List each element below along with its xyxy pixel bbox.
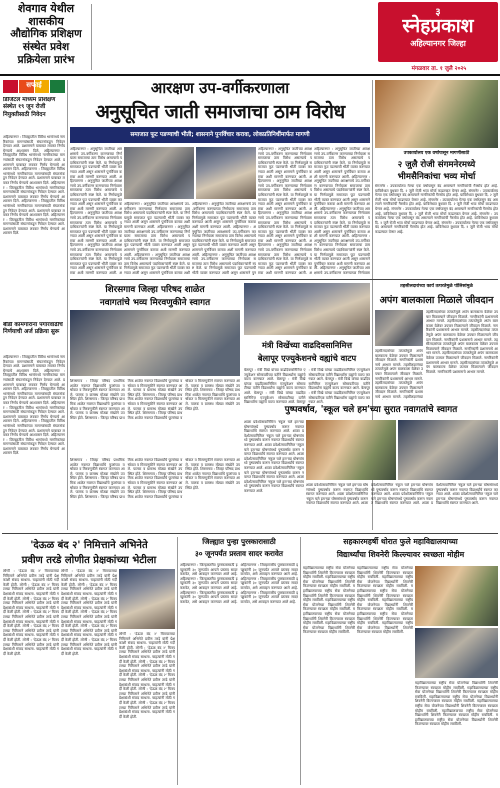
exam-headline-2: ३० जूनपर्यंत प्रस्ताव सादर करावेत: [195, 549, 283, 558]
exam-headline-1: जिल्ह्यात पुन्हा पुरस्कारासाठी: [202, 537, 276, 546]
top-left-headline-3: औद्योगिक प्रशिक्षण: [10, 28, 82, 40]
ad-logo-label: सफाई: [26, 81, 42, 89]
right-story-headline-1: २ जुलै रोजी संगमनेरमध्ये: [397, 160, 476, 169]
flower-photo-2: [398, 420, 498, 480]
flower-body: शाळा प्रवेशोत्सवानिमित्त 'स्कूल चले हम'च्या घोषणांमध्ये पुष्पवर्षाव करून नवागत विद्यार्थ्यांचे स्वागत करण्यात आले. शाळा प्रवेशोत्सवानिमित्त 'स्कूल चले हम'च्या घोषणांमध्ये पुष्पवर्षाव करून नवागत विद्यार्थ्यांचे स्वागत करण्यात आले. शाळा प्रवेशोत्सवानिमित्त 'स्कूल चले हम'च्या घोषणांमध्ये पुष्पवर्षाव करून नवागत विद्यार्थ्यांचे स्वागत करण्यात आले. शाळा प्रवेशोत्सवानिमित्त 'स्कूल चले हम'च्या घोषणांमध्ये पुष्पवर्षाव करून नवागत विद्यार्थ्यांचे स्वागत करण्यात आले. शाळा प्रवेशोत्सवानिमित्त 'स्कूल चले हम'च्या घोषणांमध्ये पुष्पवर्षाव करून नवागत विद्यार्थ्यांचे स्वागत करण्यात आले. शाळा प्रवेशोत्सवानिमित्त 'स्कूल चले हम'च्या घोषणांमध्ये पुष्पवर्षाव करून नवागत विद्यार्थ्यांचे स्वागत करण्यात आले.: [244, 420, 304, 493]
top-left-box: [2, 2, 90, 72]
left-column-rule: [67, 80, 68, 530]
school-photo: [70, 310, 240, 376]
top-left-headline-1: शेवगाव येथील: [17, 2, 75, 15]
main-photo-1: [124, 147, 194, 199]
actor-body-3: लोणी : 'देऊळ बंद २' चित्रपटाच्या निमित्ताने अभिनेते प्रवीण तरडे यांनी प्रेक्षकांशी संवाद साधला. चाहत्यांनी मोठी गर्दी केली होती. लोणी : 'देऊळ बंद २' चित्रपटाच्या निमित्ताने अभिनेते प्रवीण तरडे यांनी प्रेक्षकांशी संवाद साधला. चाहत्यांनी मोठी गर्दी केली होती. लोणी : 'देऊळ बंद २' चित्रपटाच्या निमित्ताने अभिनेते प्रवीण तरडे यांनी प्रेक्षकांशी संवाद साधला. चाहत्यांनी मोठी गर्दी केली होती. लोणी : 'देऊळ बंद २' चित्रपटाच्या निमित्ताने अभिनेते प्रवीण तरडे यांनी प्रेक्षकांशी संवाद साधला. चाहत्यांनी मोठी गर्दी केली होती. लोणी : 'देऊळ बंद २' चित्रपटाच्या निमित्ताने अभिनेते प्रवीण तरडे यांनी प्रेक्षकांशी संवाद साधला. चाहत्यांनी मोठी गर्दी केली होती. लोणी : 'देऊळ बंद २' चित्रपटाच्या निमित्ताने अभिनेते प्रवीण तरडे यांनी प्रेक्षकांशी संवाद साधला. चाहत्यांनी मोठी गर्दी केली होती.: [119, 632, 175, 719]
bottom-rule-2: [300, 537, 301, 785]
flower-headline: पुष्पवर्षाव, 'स्कूल चले हम'च्या सुरात नवागतांचे स्वागत: [284, 405, 458, 415]
child-body: तहसीलदारांच्या तत्परतेमुळे अपंग बालकाला वेळेवर उपचार मिळाल्याने जीवदान मिळाले. नागरिकांनी प्रशासनाचे आभार मानले. तहसीलदारांच्या तत्परतेमुळे अपंग बालकाला वेळेवर उपचार मिळाल्याने जीवदान मिळाले. नागरिकांनी प्रशासनाचे आभार मानले. तहसीलदारांच्या तत्परतेमुळे अपंग बालकाला वेळेवर उपचार मिळाल्याने जीवदान मिळाले. नागरिकांनी प्रशासनाचे आभार मानले. तहसीलदारांच्या तत्परतेमुळे अपंग बालकाला वेळेवर उपचार मिळाल्याने जीवदान मिळाले. नागरिकांनी प्रशासनाचे आभार मानले. तहसीलदारांच्या तत्परतेमुळे अपंग बालकाला वेळेवर उपचार मिळाल्याने जीवदान मिळाले. नागरिकांनी प्रशासनाचे आभार मानले. तहसीलदारांच्या तत्परतेमुळे अपंग बालकाला वेळेवर उपचार मिळाल्याने जीवदान मिळाले. नागरिकांनी प्रशासनाचे आभार मानले.: [426, 310, 498, 374]
school-body-2: शिरसगाव : जिल्हा परिषद प्राथमिक शाळेत नवागत विद्यार्थ्यांचे फुलांच्या वर्षावात व मिरवणुकीने स्वागत करण्यात आले. पालक व ग्रामस्थ मोठ्या संख्येने उपस्थित होते. शिरसगाव : जिल्हा परिषद प्राथमिक शाळेत नवागत विद्यार्थ्यांचे फुलांच्या वर्षावात व मिरवणुकीने स्वागत करण्यात आले. पालक व ग्रामस्थ मोठ्या संख्येने उपस्थित होते. शिरसगाव : जिल्हा परिषद प्राथमिक शाळेत नवागत विद्यार्थ्यांचे फुलांच्या वर्षावात व मिरवणुकीने स्वागत करण्यात आले. पालक व ग्रामस्थ मोठ्या संख्येने उपस्थित होते. शिरसगाव : जिल्हा परिषद प्राथमिक शाळेत नवागत विद्यार्थ्यांचे फुलांच्या वर्षावात व मिरवणुकीने स्वागत करण्यात आले. पालक व ग्रामस्थ मोठ्या संख्येने उपस्थित होते. शिरसगाव : जिल्हा परिषद प्राथमिक शाळेत नवागत विद्यार्थ्यांचे फुलांच्या वर्षावात व मिरवणुकीने स्वागत करण्यात आले. पालक व ग्रामस्थ मोठ्या संख्येने उपस्थित होते. शिरसगाव : जिल्हा परिषद प्राथमिक शाळेत नवागत विद्यार्थ्यांचे फुलांच्या वर्षावात व मिरवणुकीने स्वागत करण्यात आले. पालक व ग्रामस्थ मोठ्या संख्येने उपस्थित होते.: [70, 458, 240, 499]
page-number: ३: [435, 7, 441, 18]
top-article-text-2: [196, 6, 304, 70]
main-kicker: आरक्षण उप-वर्गीकरणाला: [150, 79, 290, 97]
main-body-col-5: अहिल्यानगर : अनुसूचित जातीच्या आरक्षणाचे उप-वर्गीकरण करण्याच्या निर्णयाला समाजाचा ठाम विरोध असल्याचे पदाधिकाऱ्यांनी स्पष्ट केले. या निर्णयामुळे समाजात फूट पडण्याची भीती व्यक्त करण्यात आली असून शासनाने पुनर्विचार करावा अशी मागणी करण्यात आली. अहिल्यानगर : अनुसूचित जातीच्या आरक्षणाचे उप-वर्गीकरण करण्याच्या निर्णयाला समाजाचा ठाम विरोध असल्याचे पदाधिकाऱ्यांनी स्पष्ट केले. या निर्णयामुळे समाजात फूट पडण्याची भीती व्यक्त करण्यात आली असून शासनाने पुनर्विचार करावा अशी मागणी करण्यात आली. अहिल्यानगर : अनुसूचित जातीच्या आरक्षणाचे उप-वर्गीकरण करण्याच्या निर्णयाला समाजाचा ठाम विरोध असल्याचे पदाधिकाऱ्यांनी स्पष्ट केले. या निर्णयामुळे समाजात फूट पडण्याची भीती व्यक्त करण्यात आली असून शासनाने पुनर्विचार करावा अशी मागणी करण्यात आली. अहिल्यानगर : अनुसूचित जातीच्या आरक्षणाचे उप-वर्गीकरण करण्याच्या निर्णयाला समाजाचा ठाम विरोध असल्याचे पदाधिकाऱ्यांनी स्पष्ट केले. या निर्णयामुळे समाजात फूट पडण्याची भीती व्यक्त करण्यात आली असून शासनाने पुनर्विचार करावा अशी मागणी करण्यात आली. अहिल्यानगर : अनुसूचित जातीच्या आरक्षणाचे उप-वर्गीकरण करण्याच्या निर्णयाला: [314, 147, 370, 275]
minister-photo: [244, 283, 370, 335]
school-headline-2: नवागतांचे भव्य मिरवणुकीने स्वागत: [99, 298, 211, 308]
masthead: [378, 2, 498, 62]
minister-body: बेलापूर : मंत्री विखे यांच्या वाढदिवसानिमित्त एज्युकेशन सोसायटीच्या वतीने विद्यार्थ्यांना वह्यांचे वाटप करण्यात आले. बेलापूर : मंत्री विखे यांच्या वाढदिवसानिमित्त एज्युकेशन सोसायटीच्या वतीने विद्यार्थ्यांना वह्यांचे वाटप करण्यात आले. बेलापूर : मंत्री विखे यांच्या वाढदिवसानिमित्त एज्युकेशन सोसायटीच्या वतीने विद्यार्थ्यांना वह्यांचे वाटप करण्यात आले. बेलापूर : मंत्री विखे यांच्या वाढदिवसानिमित्त एज्युकेशन सोसायटीच्या वतीने विद्यार्थ्यांना वह्यांचे वाटप करण्यात आले. बेलापूर : मंत्री विखे यांच्या वाढदिवसानिमित्त एज्युकेशन सोसायटीच्या वतीने विद्यार्थ्यांना वह्यांचे वाटप करण्यात आले. बेलापूर : मंत्री विखे यांच्या वाढदिवसानिमित्त एज्युकेशन सोसायटीच्या वतीने विद्यार्थ्यांना वह्यांचे वाटप करण्यात आले.: [244, 368, 370, 405]
top-article-text-1: [94, 6, 194, 70]
child-body-2: तहसीलदारांच्या तत्परतेमुळे अपंग बालकाला वेळेवर उपचार मिळाल्याने जीवदान मिळाले. नागरिकांनी प्रशासनाचे आभार मानले. तहसीलदारांच्या तत्परतेमुळे अपंग बालकाला वेळेवर उपचार मिळाल्याने जीवदान मिळाले. नागरिकांनी प्रशासनाचे आभार मानले. तहसीलदारांच्या तत्परतेमुळे अपंग बालकाला वेळेवर उपचार मिळाल्याने जीवदान मिळाले. नागरिकांनी प्रशासनाचे आभार मानले. तहसीलदारांच्या: [375, 349, 423, 399]
minister-headline-2: बेलापूर एज्युकेशनचे वह्यांचे वाटप: [257, 353, 357, 363]
actor-headline-2: प्रवीण तरडे लोणीत प्रेक्षकांच्या भेटीला: [21, 555, 157, 566]
college-headline-2: विद्यार्थ्यांचा शिवनेरी किल्ल्यावर स्वच्छता मोहीम: [336, 550, 465, 559]
actor-body-1: लोणी : 'देऊळ बंद २' चित्रपटाच्या निमित्ताने अभिनेते प्रवीण तरडे यांनी प्रेक्षकांशी संवाद साधला. चाहत्यांनी मोठी गर्दी केली होती. लोणी : 'देऊळ बंद २' चित्रपटाच्या निमित्ताने अभिनेते प्रवीण तरडे यांनी प्रेक्षकांशी संवाद साधला. चाहत्यांनी मोठी गर्दी केली होती. लोणी : 'देऊळ बंद २' चित्रपटाच्या निमित्ताने अभिनेते प्रवीण तरडे यांनी प्रेक्षकांशी संवाद साधला. चाहत्यांनी मोठी गर्दी केली होती. लोणी : 'देऊळ बंद २' चित्रपटाच्या निमित्ताने अभिनेते प्रवीण तरडे यांनी प्रेक्षकांशी संवाद साधला. चाहत्यांनी मोठी गर्दी केली होती. लोणी : 'देऊळ बंद २' चित्रपटाच्या निमित्ताने अभिनेते प्रवीण तरडे यांनी प्रेक्षकांशी संवाद साधला. चाहत्यांनी मोठी गर्दी केली होती. लोणी : 'देऊळ बंद २' चित्रपटाच्या निमित्ताने अभिनेते प्रवीण तरडे यांनी प्रेक्षकांशी संवाद साधला. चाहत्यांनी मोठी गर्दी केली होती.: [3, 569, 59, 656]
child-photo: [375, 310, 423, 346]
section-rule-1: [70, 279, 498, 280]
exam-body: अहिल्यानगर : जिल्हास्तरीय पुरस्कारासाठी इच्छुकांनी ३० जूनपर्यंत आपले प्रस्ताव सादर करावेत, असे आवाहन करण्यात आले आहे. अहिल्यानगर : जिल्हास्तरीय पुरस्कारासाठी इच्छुकांनी ३० जूनपर्यंत आपले प्रस्ताव सादर करावेत, असे आवाहन करण्यात आले आहे. अहिल्यानगर : जिल्हास्तरीय पुरस्कारासाठी इच्छुकांनी ३० जूनपर्यंत आपले प्रस्ताव सादर करावेत, असे आवाहन करण्यात आले आहे. अहिल्यानगर : जिल्हास्तरीय पुरस्कारासाठी इच्छुकांनी ३० जूनपर्यंत आपले प्रस्ताव सादर करावेत, असे आवाहन करण्यात आले आहे. अहिल्यानगर : जिल्हास्तरीय पुरस्कारासाठी इच्छुकांनी ३० जूनपर्यंत आपले प्रस्ताव सादर करावेत, असे आवाहन करण्यात आले आहे. अहिल्यानगर : जिल्हास्तरीय पुरस्कारासाठी इच्छुकांनी ३० जूनपर्यंत आपले प्रस्ताव सादर करावेत, असे आवाहन करण्यात आले आहे.: [180, 563, 298, 604]
masthead-subtitle: अहिल्यानगर जिल्हा: [410, 39, 466, 48]
section-rule-2: [2, 533, 498, 534]
college-headline-1: सहकारमहर्षी थोरात फुले महाविद्यालयाच्या: [343, 537, 458, 546]
actor-photo: [119, 569, 175, 629]
school-body: शिरसगाव : जिल्हा परिषद प्राथमिक शाळेत नवागत विद्यार्थ्यांचे फुलांच्या वर्षावात व मिरवणुकीने स्वागत करण्यात आले. पालक व ग्रामस्थ मोठ्या संख्येने उपस्थित होते. शिरसगाव : जिल्हा परिषद प्राथमिक शाळेत नवागत विद्यार्थ्यांचे फुलांच्या वर्षावात व मिरवणुकीने स्वागत करण्यात आले. पालक व ग्रामस्थ मोठ्या संख्येने उपस्थित होते. शिरसगाव : जिल्हा परिषद प्राथमिक शाळेत नवागत विद्यार्थ्यांचे फुलांच्या वर्षावात व मिरवणुकीने स्वागत करण्यात आले. पालक व ग्रामस्थ मोठ्या संख्येने उपस्थित होते. शिरसगाव : जिल्हा परिषद प्राथमिक शाळेत नवागत विद्यार्थ्यांचे फुलांच्या वर्षावात व मिरवणुकीने स्वागत करण्यात आले. पालक व ग्रामस्थ मोठ्या संख्येने उपस्थित होते. शिरसगाव : जिल्हा परिषद प्राथमिक शाळेत नवागत विद्यार्थ्यांचे फुलांच्या वर्षावात व मिरवणुकीने स्वागत करण्यात आले. पालक व ग्रामस्थ मोठ्या संख्येने उपस्थित होते. शिरसगाव : जिल्हा परिषद प्राथमिक शाळेत नवागत विद्यार्थ्यांचे फुलांच्या वर्षावात व मिरवणुकीने स्वागत करण्यात आले. पालक व ग्रामस्थ मोठ्या संख्येने उपस्थित होते.: [70, 379, 240, 420]
date-line: मंगळवार ता. १ जुलै २०२५: [411, 66, 467, 72]
minister-headline-1: मंत्री विखेंच्या वाढदिवसानिमित्त: [261, 340, 353, 350]
left-brief-2-title: बीडी कामगारांना पगारवाढीचे निर्णयाची अर्ज प्रक्रिया सुरू: [3, 322, 63, 336]
main-body-col-1: अहिल्यानगर : अनुसूचित जातीच्या आरक्षणाचे उप-वर्गीकरण करण्याच्या निर्णयाला समाजाचा ठाम विरोध असल्याचे पदाधिकाऱ्यांनी स्पष्ट केले. या निर्णयामुळे समाजात फूट पडण्याची भीती व्यक्त करण्यात आली असून शासनाने पुनर्विचार करावा अशी मागणी करण्यात आली. अहिल्यानगर : अनुसूचित जातीच्या आरक्षणाचे उप-वर्गीकरण करण्याच्या निर्णयाला समाजाचा ठाम विरोध असल्याचे पदाधिकाऱ्यांनी स्पष्ट केले. या निर्णयामुळे समाजात फूट पडण्याची भीती व्यक्त करण्यात आली असून शासनाने पुनर्विचार करावा अशी मागणी करण्यात आली. अहिल्यानगर : अनुसूचित जातीच्या आरक्षणाचे उप-वर्गीकरण करण्याच्या निर्णयाला समाजाचा ठाम विरोध असल्याचे पदाधिकाऱ्यांनी स्पष्ट केले. या निर्णयामुळे समाजात फूट पडण्याची भीती व्यक्त करण्यात आली असून शासनाने पुनर्विचार करावा अशी मागणी करण्यात आली. अहिल्यानगर : अनुसूचित जातीच्या आरक्षणाचे उप-वर्गीकरण करण्याच्या निर्णयाला समाजाचा ठाम विरोध असल्याचे पदाधिकाऱ्यांनी स्पष्ट केले. या निर्णयामुळे समाजात फूट पडण्याची भीती व्यक्त करण्यात आली असून शासनाने पुनर्विचार करावा अशी मागणी करण्यात आली. अ: [70, 147, 122, 275]
top-left-headline-4: संस्थेत प्रवेश: [22, 41, 70, 53]
flower-photo-1: [306, 420, 396, 480]
actor-body-2: लोणी : 'देऊळ बंद २' चित्रपटाच्या निमित्ताने अभिनेते प्रवीण तरडे यांनी प्रेक्षकांशी संवाद साधला. चाहत्यांनी मोठी गर्दी केली होती. लोणी : 'देऊळ बंद २' चित्रपटाच्या निमित्ताने अभिनेते प्रवीण तरडे यांनी प्रेक्षकांशी संवाद साधला. चाहत्यांनी मोठी गर्दी केली होती. लोणी : 'देऊळ बंद २' चित्रपटाच्या निमित्ताने अभिनेते प्रवीण तरडे यांनी प्रेक्षकांशी संवाद साधला. चाहत्यांनी मोठी गर्दी केली होती. लोणी : 'देऊळ बंद २' चित्रपटाच्या निमित्ताने अभिनेते प्रवीण तरडे यांनी प्रेक्षकांशी संवाद साधला. चाहत्यांनी मोठी गर्दी केली होती. लोणी : 'देऊळ बंद २' चित्रपटाच्या निमित्ताने अभिनेते प्रवीण तरडे यांनी प्रेक्षकांशी संवाद साधला. चाहत्यांनी मोठी गर्दी केली होती. लोणी : 'देऊळ बंद २' चित्रपटाच्या निमित्ताने अभिनेते प्रवीण तरडे यांनी प्रेक्षकांशी संवाद साधला. चाहत्यांनी मोठी गर्दी केली होती.: [61, 569, 117, 656]
left-brief-1-text: अहिल्यानगर : जिल्ह्यातील विविध भागांमध्ये नागरिकांच्या मागण्यांसाठी संघटनांकडून निवेदन देण्यात आले. प्रशासनाने याबाबत लवकर निर्णय घेण्याचे आश्वासन दिले. अहिल्यानगर : जिल्ह्यातील विविध भागांमध्ये नागरिकांच्या मागण्यांसाठी संघटनांकडून निवेदन देण्यात आले. प्रशासनाने याबाबत लवकर निर्णय घेण्याचे आश्वासन दिले. अहिल्यानगर : जिल्ह्यातील विविध भागांमध्ये नागरिकांच्या मागण्यांसाठी संघटनांकडून निवेदन देण्यात आले. प्रशासनाने याबाबत लवकर निर्णय घेण्याचे आश्वासन दिले. अहिल्यानगर : जिल्ह्यातील विविध भागांमध्ये नागरिकांच्या मागण्यांसाठी संघटनांकडून निवेदन देण्यात आले. प्रशासनाने याबाबत लवकर निर्णय घेण्याचे आश्वासन दिले. अहिल्यानगर : जिल्ह्यातील विविध भागांमध्ये नागरिकांच्या मागण्यांसाठी संघटनांकडून निवेदन देण्यात आले. प्रशासनाने याबाबत लवकर निर्णय घेण्याचे आश्वासन दिले. अहिल्यानगर : जिल्ह्यातील विविध भागांमध्ये नागरिकांच्या मागण्यांसाठी संघटनांकडून निवेदन देण्यात आले. प्रशासनाने याबाबत लवकर निर्णय घेण्याचे आश्वासन दिले.: [3, 135, 65, 236]
child-headline: अपंग बालकाला मिळाले जीवदान: [379, 295, 494, 306]
bottom-rule-1: [177, 537, 178, 785]
masthead-title: स्नेहप्रकाश: [402, 15, 474, 37]
main-headline: अनुसूचित जाती समाजाचा ठाम विरोध: [95, 101, 345, 123]
right-story-headline-2: भीमसैनिकांचा भव्य मोर्चा: [397, 172, 476, 181]
college-body-3: महाविद्यालयाच्या राष्ट्रीय सेवा योजनेच्या विद्यार्थ्यांनी शिवनेरी किल्ल्यावर स्वच्छता मोहीम राबविली. महाविद्यालयाच्या राष्ट्रीय सेवा योजनेच्या विद्यार्थ्यांनी शिवनेरी किल्ल्यावर स्वच्छता मोहीम राबविली. महाविद्यालयाच्या राष्ट्रीय सेवा योजनेच्या विद्यार्थ्यांनी शिवनेरी किल्ल्यावर स्वच्छता मोहीम राबविली. महाविद्यालयाच्या राष्ट्रीय सेवा योजनेच्या विद्यार्थ्यांनी शिवनेरी किल्ल्यावर स्वच्छता मोहीम राबविली. महाविद्यालयाच्या राष्ट्रीय सेवा योजनेच्या विद्यार्थ्यांनी शिवनेरी किल्ल्यावर स्वच्छता मोहीम राबविली. महाविद्यालयाच्या राष्ट्रीय सेवा योजनेच्या विद्यार्थ्यांनी शिवनेरी किल्ल्यावर स्वच्छता मोहीम राबविली.: [415, 681, 498, 727]
right-story-photo: [375, 80, 498, 148]
right-story-kicker: उपकार्यालय एक वर्षापासून मागणीसाठी: [403, 151, 470, 156]
top-left-headline-5: प्रक्रियेला प्रारंभ: [17, 54, 75, 66]
divider: [91, 4, 92, 70]
actor-headline-1: 'देऊळ बंद २' निमित्ताने अभिनेते: [30, 540, 148, 551]
college-photo-1: [415, 566, 498, 626]
college-body-1: महाविद्यालयाच्या राष्ट्रीय सेवा योजनेच्या विद्यार्थ्यांनी शिवनेरी किल्ल्यावर स्वच्छता मोहीम राबविली. महाविद्यालयाच्या राष्ट्रीय सेवा योजनेच्या विद्यार्थ्यांनी शिवनेरी किल्ल्यावर स्वच्छता मोहीम राबविली. महाविद्यालयाच्या राष्ट्रीय सेवा योजनेच्या विद्यार्थ्यांनी शिवनेरी किल्ल्यावर स्वच्छता मोहीम राबविली. महाविद्यालयाच्या राष्ट्रीय सेवा योजनेच्या विद्यार्थ्यांनी शिवनेरी किल्ल्यावर स्वच्छता मोहीम राबविली. महाविद्यालयाच्या राष्ट्रीय सेवा योजनेच्या विद्यार्थ्यांनी शिवनेरी किल्ल्यावर स्वच्छता मोहीम राबविली. महाविद्यालयाच्या राष्ट्रीय सेवा योजनेच्या विद्यार्थ्यांनी शिवनेरी किल्ल्यावर स्वच्छता मोहीम राबविली.: [303, 566, 355, 635]
flower-body-2: शाळा प्रवेशोत्सवानिमित्त 'स्कूल चले हम'च्या घोषणांमध्ये पुष्पवर्षाव करून नवागत विद्यार्थ्यांचे स्वागत करण्यात आले. शाळा प्रवेशोत्सवानिमित्त 'स्कूल चले हम'च्या घोषणांमध्ये पुष्पवर्षाव करून नवागत विद्यार्थ्यांचे स्वागत करण्यात आले. शाळा प्रवेशोत्सवानिमित्त 'स्कूल चले हम'च्या घोषणांमध्ये पुष्पवर्षाव करून नवागत विद्यार्थ्यांचे स्वागत करण्यात आले. शाळा प्रवेशोत्सवानिमित्त 'स्कूल चले हम'च्या घोषणांमध्ये पुष्पवर्षाव करून नवागत विद्यार्थ्यांचे स्वागत करण्यात आले. शाळा प्रवेशोत्सवानिमित्त 'स्कूल चले हम'च्या घोषणांमध्ये पुष्पवर्षाव करून नवागत विद्यार्थ्यांचे स्वागत करण्यात आले. शाळा प्रवेशोत्सवानिमित्त 'स्कूल चले हम'च्या घोषणांमध्ये पुष्पवर्षाव करून नवागत विद्यार्थ्यांचे स्वागत करण्यात आले.: [306, 483, 498, 506]
main-body-col-2: अहिल्यानगर : अनुसूचित जातीच्या आरक्षणाचे उप-वर्गीकरण करण्याच्या निर्णयाला समाजाचा ठाम विरोध असल्याचे पदाधिकाऱ्यांनी स्पष्ट केले. या निर्णयामुळे समाजात फूट पडण्याची भीती व्यक्त करण्यात आली असून शासनाने पुनर्विचार करावा अशी मागणी करण्यात आली. अहिल्यानगर : अनुसूचित जातीच्या आरक्षणाचे उप-वर्गीकरण करण्याच्या निर्णयाला समाजाचा ठाम विरोध असल्याचे पदाधिकाऱ्यांनी स्पष्ट केले. या निर्णयामुळे समाजात फूट पडण्याची भीती व्यक्त करण्यात आली असून शासनाने पुनर्विचार करावा अशी मागणी करण्यात आली. अहिल्यानगर : अनुसूचित जातीच्या आरक्षणाचे उप-वर्गीकरण करण्याच्या निर्णयाला समाजाचा ठाम विरोध असल्याचे पदाधिकाऱ्यांनी स्पष्ट केले. या निर्णयामुळे समाजात फूट पडण्याची भीती व्यक्त करण्यात आली असून शासनाने पुनर्विचार करावा अशी: [124, 202, 190, 275]
school-headline-1: शिरसगाव जिल्हा परिषद शाळेत: [105, 285, 205, 295]
main-photo-2: [196, 147, 256, 199]
left-brief-1-title: डिजिटल माध्यम प्रशिक्षण संस्थेत १९ जून रोजी नियुक्तीसाठी निवेदन: [3, 97, 56, 118]
college-body-2: महाविद्यालयाच्या राष्ट्रीय सेवा योजनेच्या विद्यार्थ्यांनी शिवनेरी किल्ल्यावर स्वच्छता मोहीम राबविली. महाविद्यालयाच्या राष्ट्रीय सेवा योजनेच्या विद्यार्थ्यांनी शिवनेरी किल्ल्यावर स्वच्छता मोहीम राबविली. महाविद्यालयाच्या राष्ट्रीय सेवा योजनेच्या विद्यार्थ्यांनी शिवनेरी किल्ल्यावर स्वच्छता मोहीम राबविली. महाविद्यालयाच्या राष्ट्रीय सेवा योजनेच्या विद्यार्थ्यांनी शिवनेरी किल्ल्यावर स्वच्छता मोहीम राबविली. महाविद्यालयाच्या राष्ट्रीय सेवा योजनेच्या विद्यार्थ्यांनी शिवनेरी किल्ल्यावर स्वच्छता मोहीम राबविली. महाविद्यालयाच्या राष्ट्रीय सेवा योजनेच्या विद्यार्थ्यांनी शिवनेरी किल्ल्यावर स्वच्छता मोहीम राबविली.: [357, 566, 413, 635]
child-kicker: तहसीलदारांच्या कार्य तत्परतेमुळे पोलिसांमुळे: [400, 284, 473, 289]
college-photo-2: [415, 628, 498, 678]
main-subhead: समाजात फूट पडण्याची भीती; शासनाने पुनर्विचार करावा, लोकप्रतिनिधींमार्फत मागणी: [70, 127, 370, 143]
main-body-col-4: अहिल्यानगर : अनुसूचित जातीच्या आरक्षणाचे उप-वर्गीकरण करण्याच्या निर्णयाला समाजाचा ठाम विरोध असल्याचे पदाधिकाऱ्यांनी स्पष्ट केले. या निर्णयामुळे समाजात फूट पडण्याची भीती व्यक्त करण्यात आली असून शासनाने पुनर्विचार करावा अशी मागणी करण्यात आली. अहिल्यानगर : अनुसूचित जातीच्या आरक्षणाचे उप-वर्गीकरण करण्याच्या निर्णयाला समाजाचा ठाम विरोध असल्याचे पदाधिकाऱ्यांनी स्पष्ट केले. या निर्णयामुळे समाजात फूट पडण्याची भीती व्यक्त करण्यात आली असून शासनाने पुनर्विचार करावा अशी मागणी करण्यात आली. अहिल्यानगर : अनुसूचित जातीच्या आरक्षणाचे उप-वर्गीकरण करण्याच्या निर्णयाला समाजाचा ठाम विरोध असल्याचे पदाधिकाऱ्यांनी स्पष्ट केले. या निर्णयामुळे समाजात फूट पडण्याची भीती व्यक्त करण्यात आली असून शासनाने पुनर्विचार करावा अशी मागणी करण्यात आली. अहिल्यानगर : अनुसूचित जातीच्या आरक्षणाचे उप-वर्गीकरण करण्याच्या निर्णयाला समाजाचा ठाम विरोध असल्याचे पदाधिकाऱ्यांनी स्पष्ट केले. या निर्णयामुळे समाजात फूट पडण्याची भीती व्यक्त करण्यात आली असून शासनाने पुनर्विचार करावा अशी मागणी करण्यात आली. अ: [258, 147, 312, 275]
main-body-col-3: अहिल्यानगर : अनुसूचित जातीच्या आरक्षणाचे उप-वर्गीकरण करण्याच्या निर्णयाला समाजाचा ठाम विरोध असल्याचे पदाधिकाऱ्यांनी स्पष्ट केले. या निर्णयामुळे समाजात फूट पडण्याची भीती व्यक्त करण्यात आली असून शासनाने पुनर्विचार करावा अशी मागणी करण्यात आली. अहिल्यानगर : अनुसूचित जातीच्या आरक्षणाचे उप-वर्गीकरण करण्याच्या निर्णयाला समाजाचा ठाम विरोध असल्याचे पदाधिकाऱ्यांनी स्पष्ट केले. या निर्णयामुळे समाजात फूट पडण्याची भीती व्यक्त करण्यात आली असून शासनाने पुनर्विचार करावा अशी मागणी करण्यात आली. अहिल्यानगर : अनुसूचित जातीच्या आरक्षणाचे उप-वर्गीकरण करण्याच्या निर्णयाला समाजाचा ठाम विरोध असल्याचे पदाधिकाऱ्यांनी स्पष्ट केले. या निर्णयामुळे समाजात फूट पडण्याची भीती व्यक्त करण्यात आली असून शासनाने पुन: [192, 202, 256, 275]
right-story-body: संगमनेर : उपकार्यालय गेल्या एक वर्षापासून बंद असल्याने नागरिकांची गैरसोय होत आहे. याविरोधात बुधवार दि. २ जुलै रोजी भव्य मोर्चा काढण्यात येणार आहे. संगमनेर : उपकार्यालय गेल्या एक वर्षापासून बंद असल्याने नागरिकांची गैरसोय होत आहे. याविरोधात बुधवार दि. २ जुलै रोजी भव्य मोर्चा काढण्यात येणार आहे. संगमनेर : उपकार्यालय गेल्या एक वर्षापासून बंद असल्याने नागरिकांची गैरसोय होत आहे. याविरोधात बुधवार दि. २ जुलै रोजी भव्य मोर्चा काढण्यात येणार आहे. संगमनेर : उपकार्यालय गेल्या एक वर्षापासून बंद असल्याने नागरिकांची गैरसोय होत आहे. याविरोधात बुधवार दि. २ जुलै रोजी भव्य मोर्चा काढण्यात येणार आहे. संगमनेर : उपकार्यालय गेल्या एक वर्षापासून बंद असल्याने नागरिकांची गैरसोय होत आहे. याविरोधात बुधवार दि. २ जुलै रोजी भव्य मोर्चा काढण्यात येणार आहे. संगमनेर : उपकार्यालय गेल्या एक वर्षापासून बंद असल्याने नागरिकांची गैरसोय होत आहे. याविरोधात बुधवार दि. २ जुलै रोजी भव्य मोर्चा काढण्यात येणार आहे.: [375, 184, 498, 234]
top-left-headline-2: शासकीय: [28, 15, 64, 28]
top-band-rule: [0, 74, 500, 76]
left-brief-2-text: अहिल्यानगर : जिल्ह्यातील विविध भागांमध्ये नागरिकांच्या मागण्यांसाठी संघटनांकडून निवेदन देण्यात आले. प्रशासनाने याबाबत लवकर निर्णय घेण्याचे आश्वासन दिले. अहिल्यानगर : जिल्ह्यातील विविध भागांमध्ये नागरिकांच्या मागण्यांसाठी संघटनांकडून निवेदन देण्यात आले. प्रशासनाने याबाबत लवकर निर्णय घेण्याचे आश्वासन दिले. अहिल्यानगर : जिल्ह्यातील विविध भागांमध्ये नागरिकांच्या मागण्यांसाठी संघटनांकडून निवेदन देण्यात आले. प्रशासनाने याबाबत लवकर निर्णय घेण्याचे आश्वासन दिले. अहिल्यानगर : जिल्ह्यातील विविध भागांमध्ये नागरिकांच्या मागण्यांसाठी संघटनांकडून निवेदन देण्यात आले. प्रशासनाने याबाबत लवकर निर्णय घेण्याचे आश्वासन दिले. अहिल्यानगर : जिल्ह्यातील विविध भागांमध्ये नागरिकांच्या मागण्यांसाठी संघटनांकडून निवेदन देण्यात आले. प्रशासनाने याबाबत लवकर निर्णय घेण्याचे आश्वासन दिले. अहिल्यानगर : जिल्ह्यातील विविध भागांमध्ये नागरिकांच्या मागण्यांसाठी संघटनांकडून निवेदन देण्यात आले. प्रशासनाने याबाबत लवकर निर्णय घेण्याचे आश्वासन दिले.: [3, 355, 65, 456]
